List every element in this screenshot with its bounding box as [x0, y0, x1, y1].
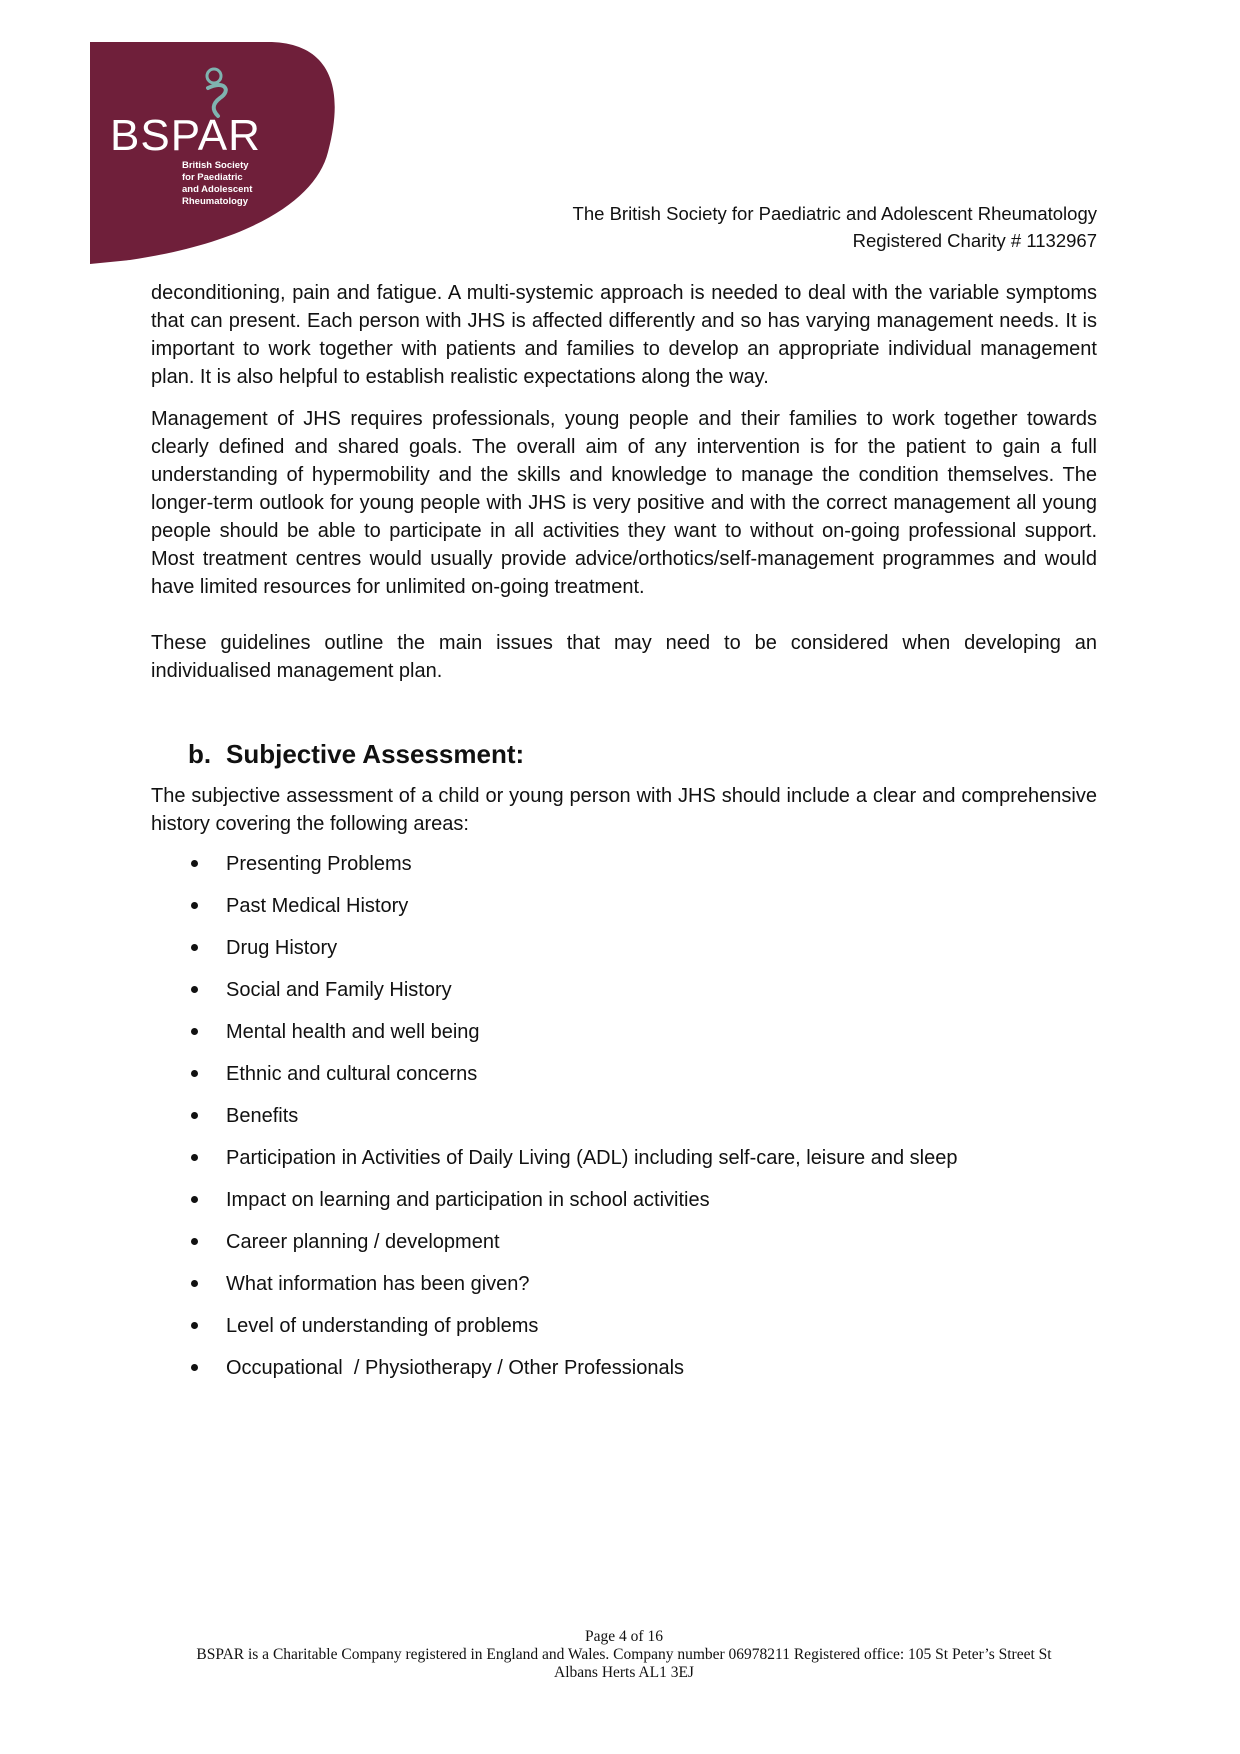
- bullet-icon: [191, 1238, 198, 1245]
- charity-number: Registered Charity # 1132967: [852, 230, 1097, 251]
- list-item: Benefits: [151, 1102, 1097, 1144]
- bullet-icon: [191, 1322, 198, 1329]
- bullet-icon: [191, 1196, 198, 1203]
- list-item: Social and Family History: [151, 976, 1097, 1018]
- page-number: Page 4 of 16: [585, 1628, 663, 1645]
- bullet-icon: [191, 1070, 198, 1077]
- paragraph: These guidelines outline the main issues that may need to be considered when developing an individualised management plan.: [151, 632, 1097, 682]
- bspar-logo: [90, 42, 352, 264]
- list-item: Presenting Problems: [151, 850, 1097, 892]
- registration-info: BSPAR is a Charitable Company registered in England and Wales. Company number 06978211 Registered office: 105 St Peter’s Street St: [196, 1646, 1052, 1663]
- registered-address: Albans Herts AL1 3EJ: [554, 1664, 694, 1681]
- logo-tagline: British Society for Paediatric and Adolescent Rheumatology: [182, 160, 253, 207]
- bullet-icon: [191, 1280, 198, 1287]
- bullet-icon: [191, 860, 198, 867]
- list-item: Level of understanding of problems: [151, 1312, 1097, 1354]
- section-title: Subjective Assessment:: [226, 739, 525, 769]
- organisation-name: The British Society for Paediatric and Adolescent Rheumatology: [572, 203, 1097, 224]
- list-item: Mental health and well being: [151, 1018, 1097, 1060]
- bullet-icon: [191, 944, 198, 951]
- list-item: Career planning / development: [151, 1228, 1097, 1270]
- bullet-icon: [191, 986, 198, 993]
- list-item: Past Medical History: [151, 892, 1097, 934]
- bullet-icon: [191, 1364, 198, 1371]
- page-header: [573, 200, 1097, 254]
- page-footer: [151, 1628, 1097, 1682]
- assessment-areas-list: [151, 850, 1097, 1396]
- list-item: What information has been given?: [151, 1270, 1097, 1312]
- logo-graphic: [90, 42, 352, 264]
- list-item: Drug History: [151, 934, 1097, 976]
- document-body: [151, 279, 1097, 1396]
- list-item: Ethnic and cultural concerns: [151, 1060, 1097, 1102]
- section-number: b.: [188, 739, 212, 769]
- section-intro: The subjective assessment of a child or young person with JHS should include a clear and comprehensive history covering the following areas:: [151, 785, 1097, 835]
- list-item: Occupational / Physiotherapy / Other Professionals: [151, 1354, 1097, 1396]
- list-item: Impact on learning and participation in school activities: [151, 1186, 1097, 1228]
- paragraph: deconditioning, pain and fatigue. A multi-systemic approach is needed to deal with the variable symptoms that can present. Each person with JHS is affected differently and so has varying management needs. It is important to work together with patients and families to develop an appropriate individual management plan. It is also helpful to establish realistic expectations along the way.: [151, 282, 1097, 388]
- bullet-icon: [191, 1154, 198, 1161]
- section-heading: [151, 737, 1097, 771]
- paragraph: Management of JHS requires professionals, young people and their families to work together towards clearly defined and shared goals. The overall aim of any intervention is for the patient to gain a full understanding of hypermobility and the skills and knowledge to manage the condition themselves. The longer-term outlook for young people with JHS is very positive and with the correct management all young people should be able to participate in all activities they want to without on-going professional support. Most treatment centres would usually provide advice/orthotics/self-management programmes and would have limited resources for unlimited on-going treatment.: [151, 408, 1097, 598]
- bullet-icon: [191, 1112, 198, 1119]
- bullet-icon: [191, 902, 198, 909]
- logo-wordmark: BSPAR: [110, 111, 261, 160]
- bullet-icon: [191, 1028, 198, 1035]
- list-item: Participation in Activities of Daily Living (ADL) including self-care, leisure and sleep: [151, 1144, 1097, 1186]
